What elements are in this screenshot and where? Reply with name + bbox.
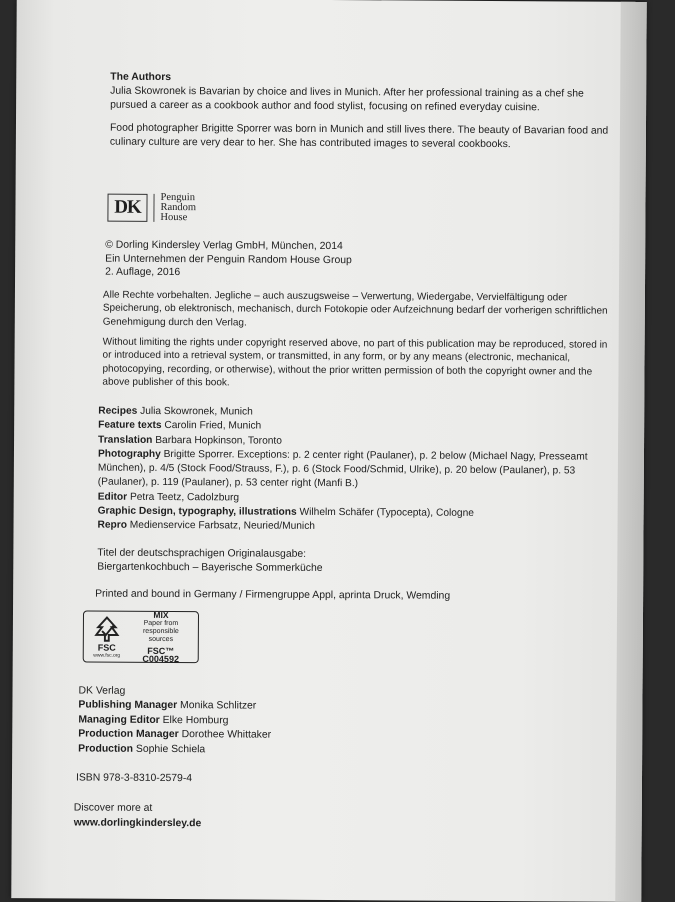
discover-section xyxy=(74,800,202,831)
copyright-line-3: 2. Auflage, 2016 xyxy=(105,266,181,279)
credit-row xyxy=(97,519,617,536)
credit-label: Translation xyxy=(98,434,153,446)
fsc-label xyxy=(83,611,199,664)
dk-logo: DK xyxy=(107,194,147,222)
dk-verlag-heading: DK Verlag xyxy=(78,685,126,697)
publisher-logo xyxy=(107,193,196,224)
credit-label: Editor xyxy=(97,491,128,503)
fsc-checkmark-tree-icon xyxy=(92,615,122,644)
fsc-text xyxy=(130,611,192,663)
discover-url: www.dorlingkindersley.de xyxy=(73,817,202,830)
fsc-mix: MIX xyxy=(153,609,169,621)
original-title-section xyxy=(97,547,597,579)
staff-value: Elke Homburg xyxy=(162,714,229,727)
discover-text: Discover more at xyxy=(73,802,153,814)
copyright-line-1: © Dorling Kindersley Verlag GmbH, München, 2014 xyxy=(105,239,343,253)
credit-value: Petra Teetz, Cadolzburg xyxy=(129,491,240,504)
staff-label: Production Manager xyxy=(78,728,179,741)
fsc-paper-line-2: responsible sources xyxy=(142,627,179,644)
copyright-line-2: Ein Unternehmen der Penguin Random House Group xyxy=(105,253,352,266)
staff-label: Managing Editor xyxy=(78,714,160,726)
rights-english: Without limiting the rights under copyright reserved above, no part of this publication may be reproduced, stored in or introduced into a retrieval system, or transmitted, in any form, or by any means (electronic, mechanical, photocopying, recording, or otherwise), without the prior written permission of both the copyright owner and the above publisher of this book. xyxy=(102,336,608,389)
credit-label: Graphic Design, typography, illustrations xyxy=(97,505,297,518)
logo-divider xyxy=(153,194,154,222)
staff-label: Production xyxy=(78,743,134,755)
credit-value: Brigitte Sporrer. Exceptions: p. 2 center right (Paulaner), p. 2 below (Michael Nagy, Presseamt München), p. 4/5 (Stock Food/Strauss, F.), p. 6 (Stock Food/Schmid, Ulrike), p. 20 below (Paulaner), p. 53 (Paulaner), p. 119 (Paulaner), p. 53 center right (Manfi B.) xyxy=(97,448,588,490)
fsc-brand: FSC xyxy=(97,642,116,653)
credit-value: Barbara Hopkinson, Toronto xyxy=(155,434,282,447)
book-page xyxy=(11,0,646,902)
credit-label: Feature texts xyxy=(98,419,162,432)
printed-line: Printed and bound in Germany / Firmengruppe Appl, aprinta Druck, Wemding xyxy=(95,588,451,602)
credit-label: Recipes xyxy=(98,405,138,417)
credit-value: Medienservice Farbsatz, Neuried/Munich xyxy=(129,520,316,533)
fsc-tree-icon xyxy=(90,615,124,659)
isbn: ISBN 978-3-8310-2579-4 xyxy=(75,772,193,785)
credit-value: Carolin Fried, Munich xyxy=(164,420,262,432)
fsc-url: www.fsc.org xyxy=(93,652,121,659)
original-title-label: Titel der deutschsprachigen Originalausgabe: xyxy=(97,547,307,560)
credit-label: Repro xyxy=(97,519,128,532)
prh-logo xyxy=(160,193,196,223)
dk-verlag-section xyxy=(78,684,478,758)
credit-label: Photography xyxy=(97,448,161,460)
copyright-section xyxy=(105,239,605,283)
staff-value: Dorothee Whittaker xyxy=(181,729,272,741)
staff-label: Publishing Manager xyxy=(78,699,178,712)
prh-line-2: Random xyxy=(160,201,197,214)
fsc-paper-line-1: Paper from xyxy=(143,619,179,628)
credits-list xyxy=(97,405,618,537)
credit-row xyxy=(98,447,618,493)
page-edge xyxy=(615,2,646,902)
staff-value: Monika Schlitzer xyxy=(180,700,257,712)
staff-value: Sophie Schiela xyxy=(135,743,206,755)
credit-value: Wilhelm Schäfer (Typocepta), Cologne xyxy=(299,506,474,519)
staff-row xyxy=(78,742,478,759)
authors-para-1: Julia Skowronek is Bavarian by choice and lives in Munich. After her professional training as a chef she pursued a career as a cookbook author and food stylist, focusing on refined everyday cuisine. xyxy=(110,85,584,114)
authors-heading: The Authors xyxy=(110,71,172,84)
fsc-code: FSC™ C004592 xyxy=(142,645,180,665)
authors-para-2: Food photographer Brigitte Sporrer was born in Munich and still lives there. The beauty of Bavarian food and culinary culture are very dear to her. She has contributed images to several cookbooks. xyxy=(109,122,609,151)
prh-line-1: Penguin xyxy=(160,191,195,204)
authors-section xyxy=(110,71,621,162)
credit-value: Julia Skowronek, Munich xyxy=(140,405,253,418)
prh-line-3: House xyxy=(160,211,188,224)
original-title-value: Biergartenkochbuch – Bayerische Sommerküche xyxy=(97,561,323,575)
rights-german: Alle Rechte vorbehalten. Jegliche – auch auszugsweise – Verwertung, Wiedergabe, Vervielfältigung oder Speicherung, ob elektronisch, mechanisch, durch Fotokopie oder Aufzeichnung bedarf der vorherigen schriftlichen Genehmigung durch den Verlag. xyxy=(102,289,608,329)
